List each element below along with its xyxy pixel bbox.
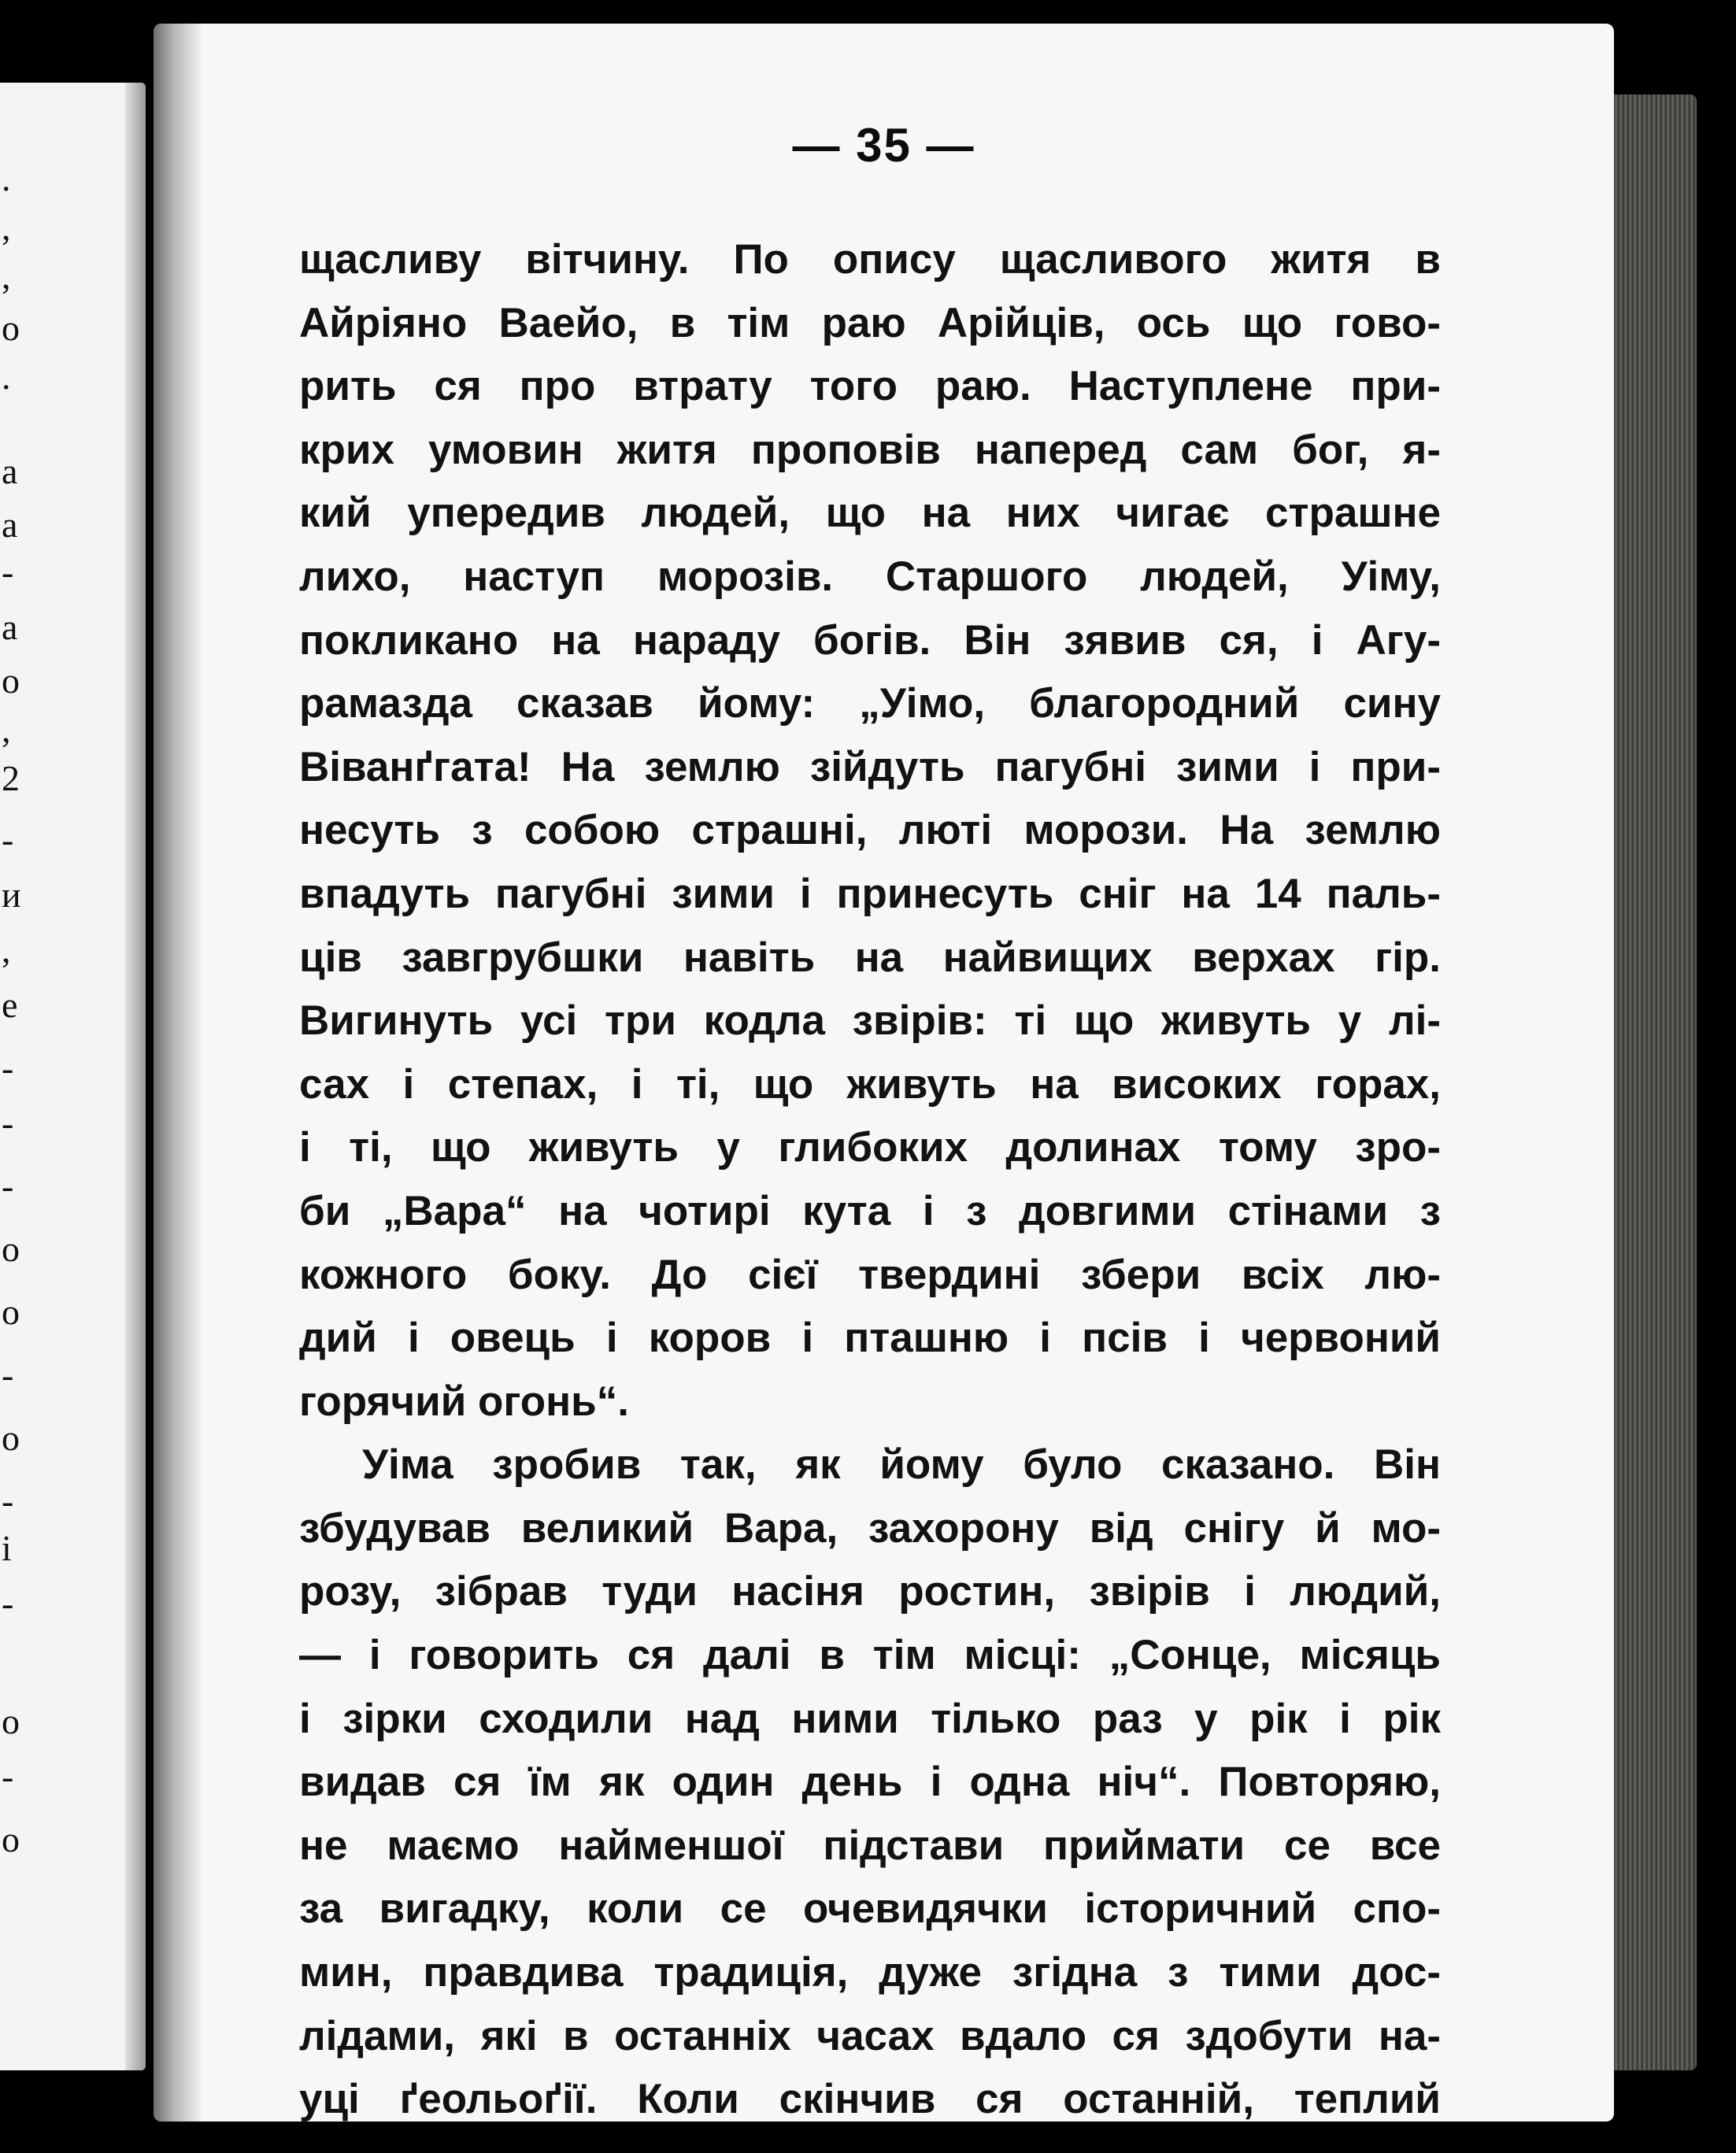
left-facing-page [0,83,146,2070]
edge-char: - [2,1048,14,1088]
text-line: лідами, які в останніх часах вдало ся здобути на- [299,2012,1441,2059]
edge-char: - [2,1166,14,1206]
edge-char: o [2,1229,20,1269]
edge-char: . [2,357,11,397]
text-line: не маємо найменшої підстави приймати се все [299,1822,1441,1869]
edge-char: e [2,985,18,1025]
edge-char: , [2,256,11,296]
edge-char: i [2,1528,12,1568]
text-line: покликано на нараду богів. Він зявив ся, і Агу- [299,616,1441,664]
edge-char: 2 [2,758,20,798]
text-line: горячий огонь“. [299,1378,629,1425]
page-text [299,228,1441,2122]
text-line: крих умовин житя проповів наперед сам бог, я- [299,426,1441,473]
text-line: збудував великий Вара, захорону від снігу й мо- [299,1504,1441,1552]
edge-char: , [2,930,11,970]
edge-char: o [2,1418,20,1458]
text-line: за вигадку, коли се очевидячки історичний спо- [299,1885,1441,1933]
edge-char: - [2,819,14,860]
text-line: рамазда сказав йому: „Уімо, благородний сину [299,680,1441,727]
edge-char: a [2,607,18,647]
text-line: щасливу вітчину. По опису щасливого житя в [299,236,1441,283]
edge-char: o [2,1292,20,1332]
edge-char: a [2,505,18,545]
edge-char: - [2,1481,14,1521]
left-page-gutter-shadow [125,83,146,2070]
spine-shadow [154,24,201,2122]
edge-char: o [2,660,20,701]
edge-char: - [2,1355,14,1395]
edge-char: - [2,1756,14,1796]
edge-char: o [2,1819,20,1859]
text-line: Віванґгата! На землю зійдуть пагубні зими і при- [299,743,1441,790]
edge-char: a [2,451,18,491]
edge-char: . [2,158,11,198]
text-line: сах і степах, і ті, що живуть на високих горах, [299,1060,1441,1108]
page-number: — 35 — [792,119,975,172]
edge-char: - [2,1583,14,1623]
text-line: — і говорить ся далі в тім місці: „Сонце, місяць [299,1632,1441,1679]
text-line: дий і овець і коров і пташню і псів і червоний [299,1315,1441,1362]
text-line: розу, зібрав туди насіня ростин, звірів і людий, [299,1568,1441,1615]
text-line: і зірки сходили над ними тілько раз у рік і рік [299,1695,1441,1742]
book-page-stack-edge [1614,94,1697,2070]
book-page [154,24,1614,2122]
text-line: би „Вара“ на чотирі кута і з довгими стінами з [299,1187,1441,1234]
text-line: впадуть пагубні зими і принесуть сніг на 14 паль- [299,870,1441,917]
edge-char: - [2,1103,14,1143]
text-line: Уіма зробив так, як йому було сказано. Він [362,1441,1441,1489]
left-page-edge-text [0,83,24,2070]
text-line: Айріяно Ваейо, в тім раю Арійців, ось що гово- [299,299,1441,346]
edge-char: и [2,875,21,915]
text-line: кожного боку. До сієї твердині збери всіх лю- [299,1251,1441,1298]
text-line: рить ся про втрату того раю. Наступлене при- [299,363,1441,410]
edge-char: - [2,552,14,592]
text-line: лихо, наступ морозів. Старшого людей, Уіму, [299,553,1441,600]
edge-char: , [2,207,11,247]
text-line: кий упередив людей, що на них чигає страшне [299,490,1441,537]
edge-char: o [2,308,20,348]
text-line: несуть з собою страшні, люті морози. На землю [299,807,1441,854]
edge-char: o [2,1701,20,1741]
text-line: Вигинуть усі три кодла звірів: ті що живуть у лі- [299,997,1441,1045]
text-line: видав ся їм як один день і одна ніч“. Повторяю, [299,1759,1441,1806]
text-line: уці ґеольоґії. Коли скінчив ся останній, теплий [299,2076,1441,2122]
text-line: ців завгрубшки навіть на найвищих верхах гір. [299,934,1441,981]
text-line: мин, правдива традиція, дуже згідна з тими дос- [299,1949,1441,1996]
edge-char: , [2,709,11,749]
text-line: і ті, що живуть у глибоких долинах тому зро- [299,1124,1441,1171]
